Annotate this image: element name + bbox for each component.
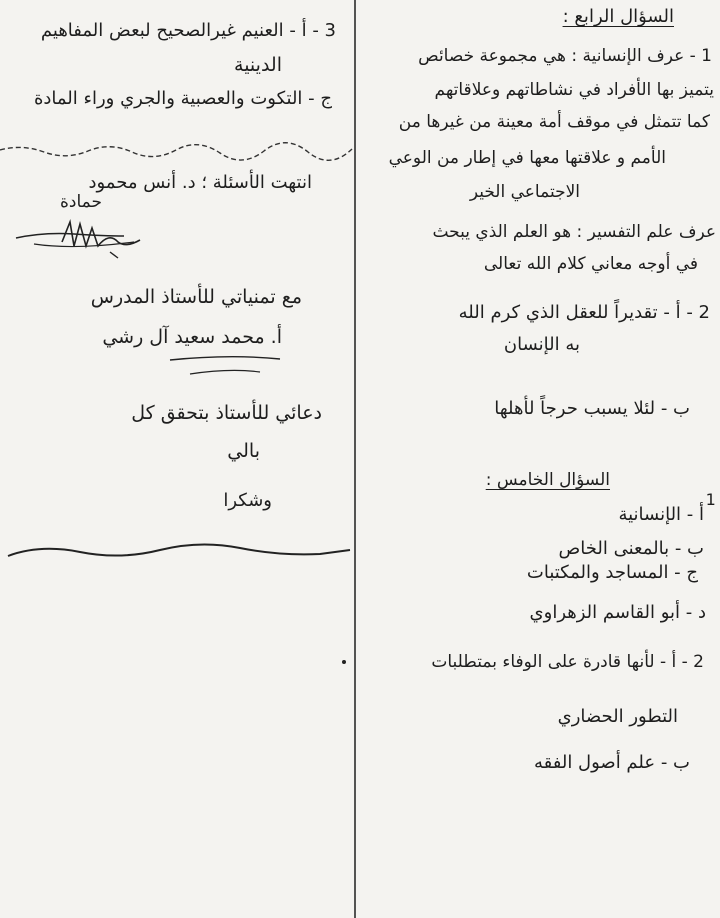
q5-2a-line2: التطور الحضاري [557,706,678,727]
right-column [360,0,720,918]
dot-mark [342,660,346,664]
q4-2b: ب - لئلا يسبب حرجاً لأهلها [494,398,690,419]
left-column [0,0,352,918]
q5-1d: د - أبو القاسم الزهراوي [529,602,706,623]
prayer-line2: بالي [227,440,260,462]
q4-1-line4: الأمم و علاقتها معها في إطار من الوعي [388,148,666,168]
signature [14,212,154,262]
q4-1-line5: الاجتماعي الخير [469,182,580,202]
q5-2b: ب - علم أصول الفقه [533,752,690,773]
q5-1-number: 1 [705,490,716,509]
q4-1-line3: كما تتمثل في موقف أمة معينة من غيرها من [398,112,710,132]
question-4-heading: السؤال الرابع : [562,6,674,27]
q4-2a-line1: 2 - أ - تقديراً للعقل الذي كرم الله [458,302,710,323]
wavy-separator-top [0,140,352,164]
q5-1b: ب - بالمعنى الخاص [558,538,704,559]
answer-3a-line2: الدينية [234,54,282,76]
teacher-name: أ. محمد سعيد آل رشي [102,326,282,348]
q5-2a-line1: 2 - أ - لأنها قادرة على الوفاء بمتطلبات [431,652,704,672]
q4-2a-line2: به الإنسان [503,334,580,355]
q4-tafsir-line2: في أوجه معاني كلام الله تعالى [483,254,698,274]
end-of-questions-note: انتهت الأسئلة ؛ د. أنس محمود [88,172,312,193]
q4-1-line2: يتميز بها الأفراد في نشاطاتهم وعلاقاتهم [434,80,714,100]
answer-3a-line1: 3 - أ - العنيم غيرالصحيح لبعض المفاهيم [40,20,336,41]
thanks-line: وشكرا [223,490,272,511]
wavy-separator-bottom [0,536,352,566]
wishes-line: مع تمنياتي للأستاذ المدرس [90,286,302,308]
author-surname: حمادة [60,192,102,212]
question-5-heading: السؤال الخامس : [485,470,610,490]
q4-1-line1: 1 - عرف الإنسانية : هي مجموعة خصائص [418,46,712,66]
column-divider [354,0,356,918]
q5-1a: أ - الإنسانية [618,504,704,525]
answer-3c: ج - التكوت والعصبية والجري وراء المادة [33,88,332,109]
prayer-line1: دعائي للأستاذ بتحقق كل [131,402,322,424]
q4-tafsir-line1: عرف علم التفسير : هو العلم الذي يبحث [432,222,716,242]
teacher-name-underline [170,354,290,384]
q5-1c: ج - المساجد والمكتبات [526,562,698,583]
